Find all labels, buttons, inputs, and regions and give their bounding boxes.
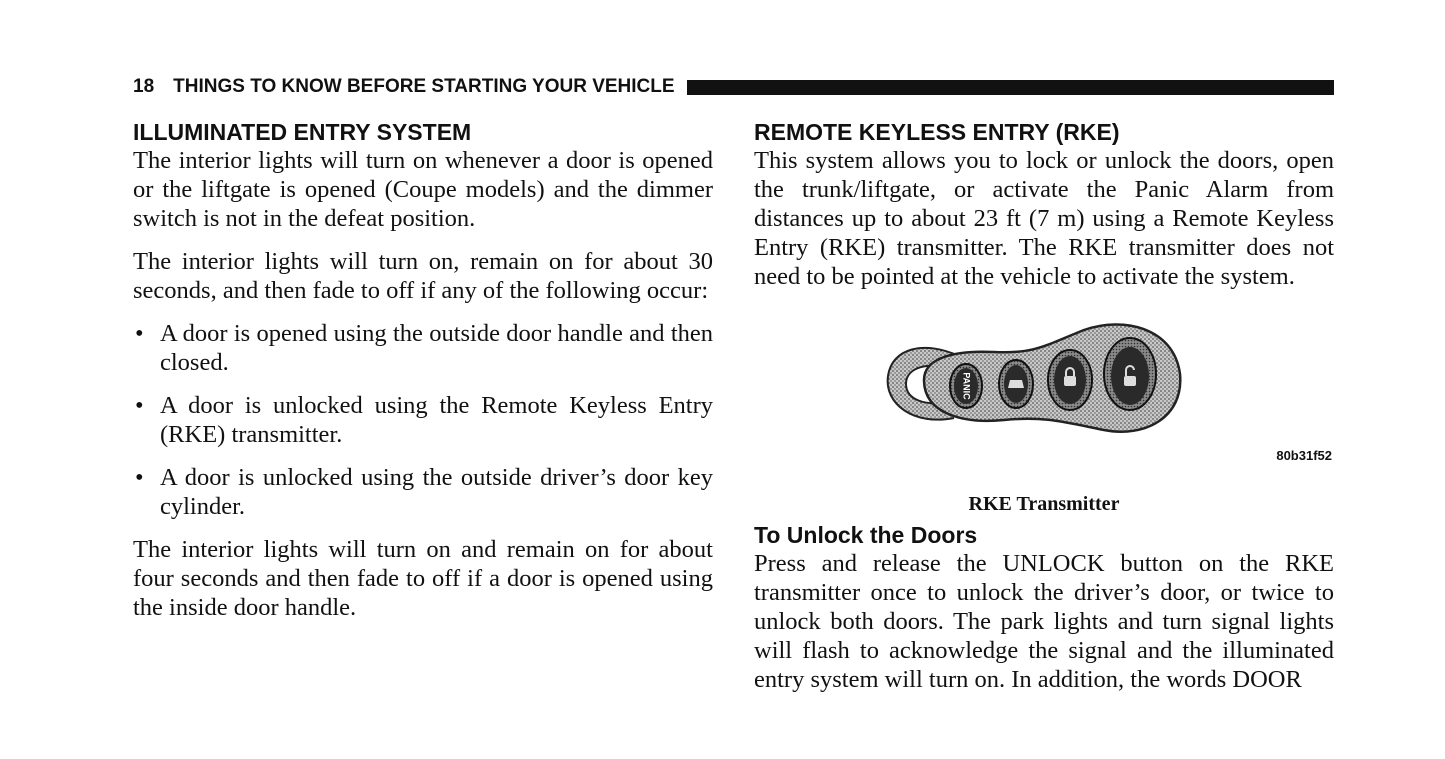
rke-transmitter-illustration [884, 318, 1184, 468]
unlock-icon [1124, 376, 1136, 386]
paragraph: Press and release the UNLOCK button on the RKE transmitter once to unlock the driver’s door, or twice to unlock both doors. The park lights and turn signal lights will flash to acknowledge the signal and the illuminated entry system will turn on. In addition, the words DOOR [754, 550, 1334, 693]
bullet-icon: • [135, 320, 144, 347]
lock-icon [1064, 376, 1076, 386]
subheading-unlock-doors: To Unlock the Doors [754, 522, 978, 548]
bullet-list [133, 319, 713, 521]
car-trunk-icon [1008, 380, 1024, 388]
bullet-icon: • [135, 464, 144, 491]
trunk-button [999, 360, 1033, 408]
paragraph: The interior lights will turn on and remain on for about four seconds and then fade to off if a door is opened using the inside door handle. [133, 536, 713, 621]
list-item [133, 463, 713, 521]
panic-button [950, 364, 982, 408]
figure-caption-text: RKE Transmitter [968, 493, 1120, 515]
section-heading-illuminated-entry: ILLUMINATED ENTRY SYSTEM [133, 119, 472, 145]
list-item-text: A door is unlocked using the outside driver’s door key cylinder. [160, 464, 713, 520]
right-column [754, 118, 1334, 694]
bullet-icon: • [135, 392, 144, 419]
figure-id: 80b31f52 [1276, 448, 1332, 463]
page-header [133, 76, 1334, 98]
list-item [133, 391, 713, 449]
paragraph: This system allows you to lock or unlock the doors, open the trunk/liftgate, or activate the Panic Alarm from distances up to about 23 ft (7 m) using a Remote Keyless Entry (RKE) transmitter. The RKE transmitter does not need to be pointed at the vehicle to activate the system. [754, 147, 1334, 290]
list-item-text: A door is opened using the outside door handle and then closed. [160, 320, 713, 376]
rke-figure [754, 307, 1334, 480]
paragraph: The interior lights will turn on, remain on for about 30 seconds, and then fade to off if any of the following occur: [133, 248, 713, 304]
lock-button [1048, 350, 1092, 410]
figure-caption [754, 493, 1334, 515]
header-rule [687, 80, 1334, 95]
left-column [133, 118, 713, 622]
section-heading-rke: REMOTE KEYLESS ENTRY (RKE) [754, 119, 1120, 145]
unlock-button [1104, 338, 1156, 410]
panic-label: PANIC [961, 372, 972, 400]
header-title: THINGS TO KNOW BEFORE STARTING YOUR VEHICLE [173, 76, 675, 97]
list-item [133, 319, 713, 377]
paragraph: The interior lights will turn on whenever a door is opened or the liftgate is opened (Coupe models) and the dimmer switch is not in the defeat position. [133, 147, 713, 232]
page-number: 18 [133, 76, 155, 97]
list-item-text: A door is unlocked using the Remote Keyless Entry (RKE) transmitter. [160, 392, 713, 448]
